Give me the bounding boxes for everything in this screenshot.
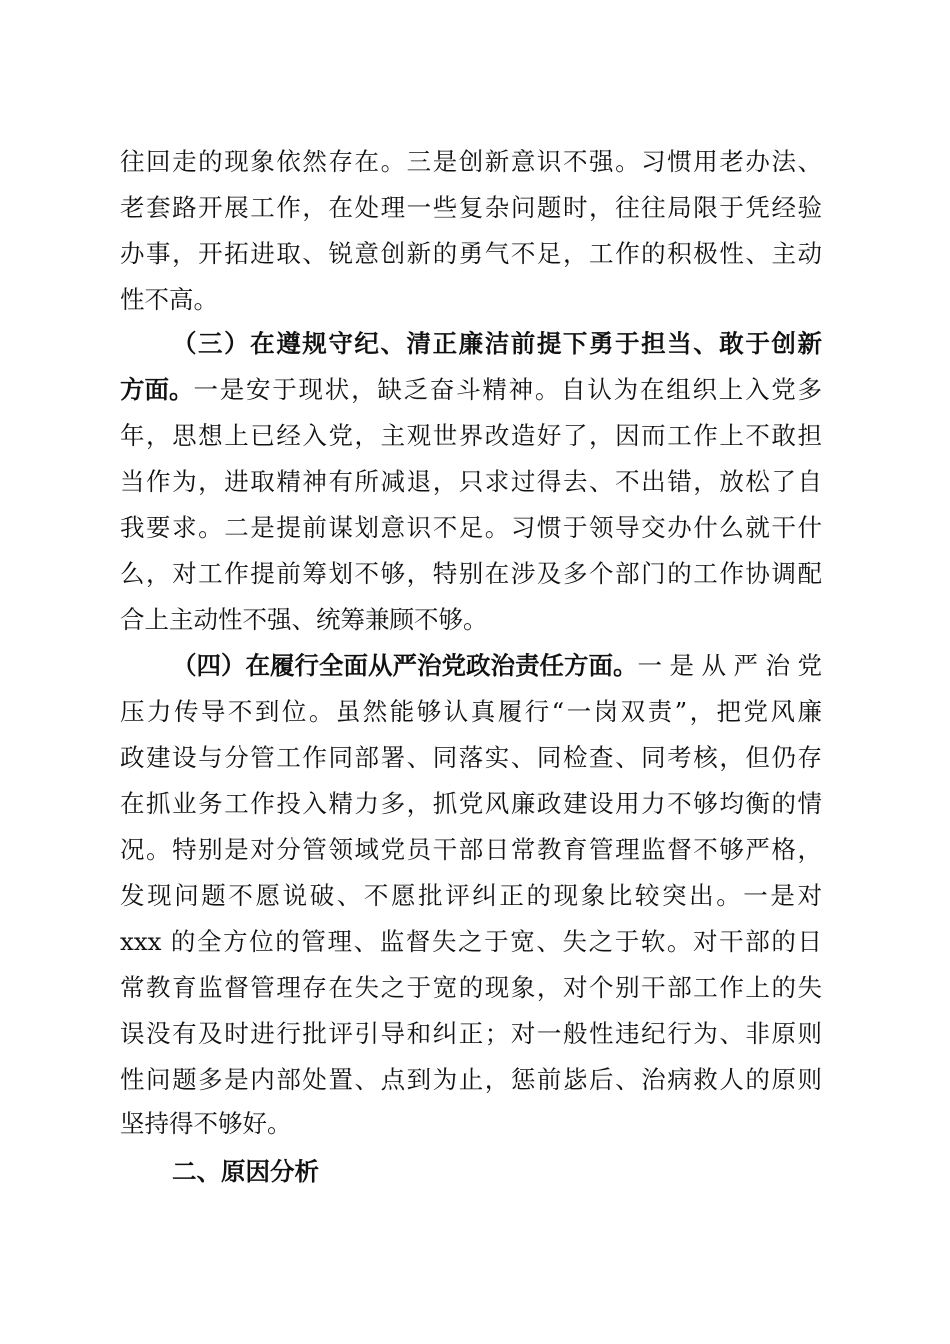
text-line: 当作为，进取精神有所减退，只求过得去、不出错，放松了自 [120,467,822,496]
text-line: 在抓业务工作投入精力多，抓党风廉政建设用力不够均衡的情 [120,789,822,818]
text-line: 误没有及时进行批评引导和纠正；对一般性违纪行为、非原则 [120,1019,822,1048]
text-line: 往回走的现象依然存在。三是创新意识不强。习惯用老办法、 [120,147,822,176]
text-line: 合上主动性不强、统筹兼顾不够。 [120,605,488,634]
section-heading-cause-analysis: 二、原因分析 [172,1157,319,1186]
text-line [120,370,822,410]
text-line: 况。特别是对分管领域党员干部日常教育管理监督不够严格， [120,835,822,864]
text-line: 发现问题不愿说破、不愿批评纠正的现象比较突出。一是对 [120,881,822,910]
section-heading-4: （四）在履行全面从严治党政治责任方面。 [172,651,638,680]
text-line: 政建设与分管工作同部署、同落实、同检查、同考核，但仍存 [120,743,822,772]
text-line: xxx 的全方位的管理、监督失之于宽、失之于软。对干部的日 [120,927,822,956]
text-line [172,646,822,686]
text-line: 办事，开拓进取、锐意创新的勇气不足，工作的积极性、主动 [120,239,822,268]
text-line: 坚持得不够好。 [120,1109,292,1138]
text-line: 年，思想上已经入党，主观世界改造好了，因而工作上不敢担 [120,421,822,450]
text-line-segment: 一是从严治党 [637,651,822,680]
text-line: 我要求。二是提前谋划意识不足。习惯于领导交办什么就干什 [120,513,822,542]
text-line: 性问题多是内部处置、点到为止，惩前毖后、治病救人的原则 [120,1065,822,1094]
text-line: 性不高。 [120,285,218,314]
text-line-segment: 一是安于现状，缺乏奋斗精神。自认为在组织上入党多 [193,375,822,404]
text-line: 压力传导不到位。虽然能够认真履行“一岗双责”，把党风廉 [120,697,822,726]
text-line: 老套路开展工作，在处理一些复杂问题时，往往局限于凭经验 [120,193,822,222]
section-heading-3: （三）在遵规守纪、清正廉洁前提下勇于担当、敢于创新 [172,329,822,358]
text-line: 常教育监督管理存在失之于宽的现象，对个别干部工作上的失 [120,973,822,1002]
text-line: 么，对工作提前筹划不够，特别在涉及多个部门的工作协调配 [120,559,822,588]
section-heading-3-tail: 方面。 [120,375,194,404]
